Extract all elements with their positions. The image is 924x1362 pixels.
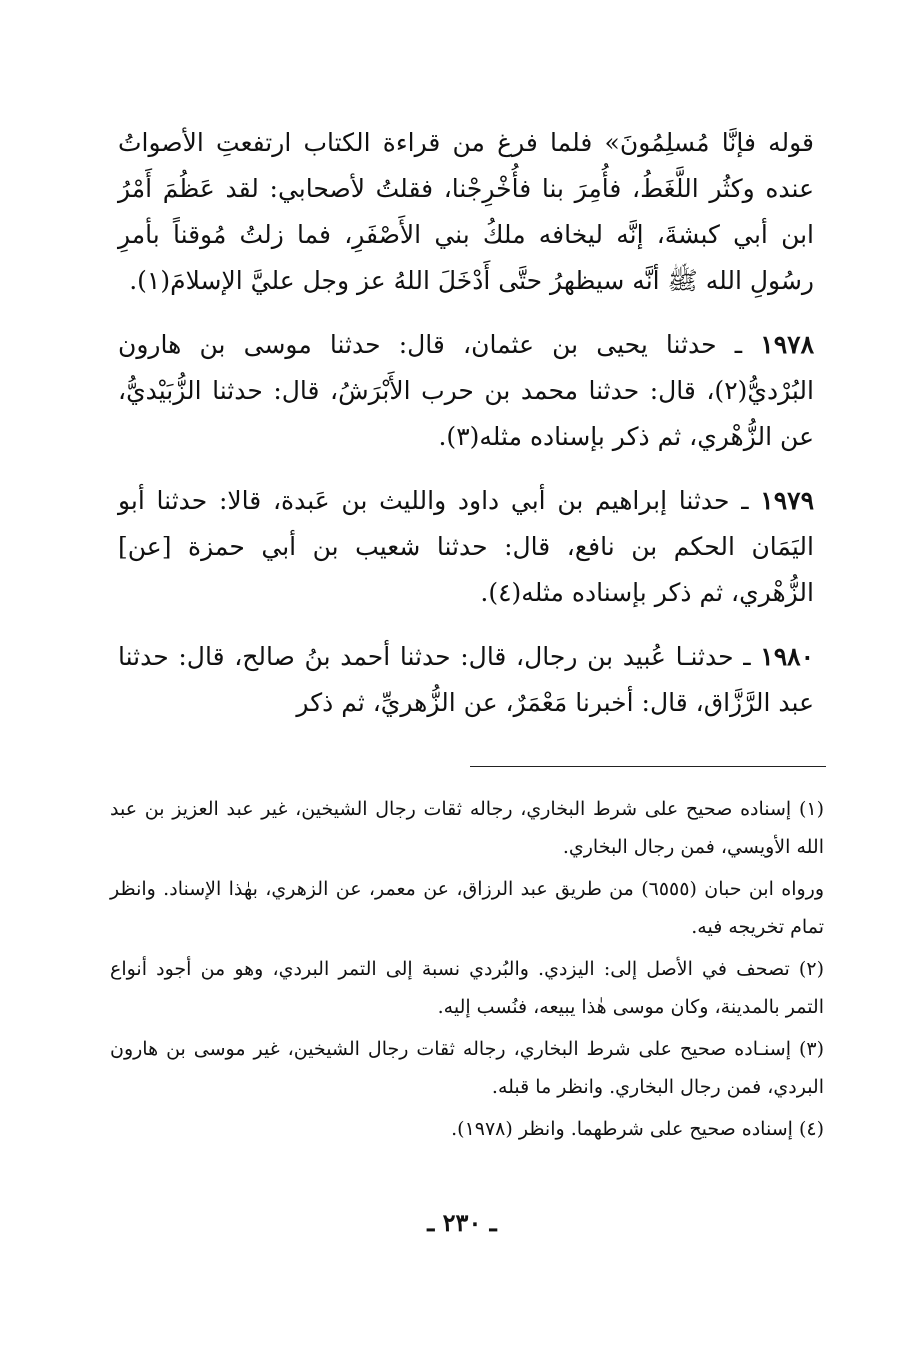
footnote-1: (١) إسناده صحيح على شرط البخاري، رجاله ثقات رجال الشيخين، غير عبد العزيز بن عبد الله الأويسي، فمن رجال البخاري. [110, 798, 824, 858]
footnote-separator [470, 766, 826, 768]
paragraph-continuation: قوله فإنَّا مُسلِمُونَ» فلما فرغ من قراءة الكتاب ارتفعتِ الأصواتُ عنده وكثُر اللَّغَطُ، فأُمِرَ بنا فأُخْرِجْنا، فقلتُ لأصحابي: لقد عَظُمَ أَمْرُ ابن أبي كبشةَ، إنَّه ليخافه ملكُ بني الأَصْفَرِ، فما زلتُ مُوقناً بأمرِ رسُولِ الله ﷺ أنَّه سيظهرُ حتَّى أَدْخَلَ اللهُ عز وجل عليَّ الإسلامَ(١). [118, 128, 814, 295]
footnote-1-continued: ورواه ابن حبان (٦٥٥٥) من طريق عبد الرزاق، عن معمر، عن الزهري، بهٰذا الإسناد. وانظر تمام تخريجه فيه. [110, 878, 825, 938]
footnotes [110, 790, 824, 1152]
hadith-number: ١٩٨٠ [760, 642, 814, 671]
page-number: ـ ٢٣٠ ـ [427, 1208, 497, 1237]
hadith-1980 [118, 634, 814, 726]
hadith-1979 [118, 478, 814, 616]
hadith-text: ـ حدثنا إبراهيم بن أبي داود والليث بن عَبدة، قالا: حدثنا أبو اليَمَان الحكم بن نافع، قال: حدثنا شعيب بن أبي حمزة [عن] الزُّهْري، ثم ذكر بإسناده مثله(٤). [118, 486, 814, 607]
main-text [118, 120, 814, 726]
hadith-number: ١٩٧٩ [760, 486, 814, 515]
hadith-1978 [118, 322, 814, 460]
footnote-4: (٤) إسناده صحيح على شرطهما. وانظر (١٩٧٨). [451, 1118, 824, 1140]
separator-line [470, 766, 826, 768]
hadith-text: ـ حدثنـا عُبيد بن رجال، قال: حدثنا أحمد بنُ صالح، قال: حدثنا عبد الرَّزَّاق، قال: أخبرنا مَعْمَرٌ، عن الزُّهريِّ، ثم ذكر [118, 642, 814, 717]
footnote-2: (٢) تصحف في الأصل إلى: اليزدي. والبُردي نسبة إلى التمر البردي، وهو من أجود أنواع التمر بالمدينة، وكان موسى هٰذا يبيعه، فنُسب إليه. [110, 958, 824, 1018]
hadith-number: ١٩٧٨ [760, 330, 814, 359]
hadith-text: ـ حدثنا يحيى بن عثمان، قال: حدثنا موسى بن هارون البُرْديُّ(٢)، قال: حدثنا محمد بن حرب الأَبْرَشُ، قال: حدثنا الزُّبَيْديُّ، عن الزُّهْري، ثم ذكر بإسناده مثله(٣). [118, 330, 814, 451]
footnote-3: (٣) إسنـاده صحيح على شرط البخاري، رجاله ثقات رجال الشيخين، غير موسى بن هارون البردي، فمن رجال البخاري. وانظر ما قبله. [110, 1038, 824, 1098]
